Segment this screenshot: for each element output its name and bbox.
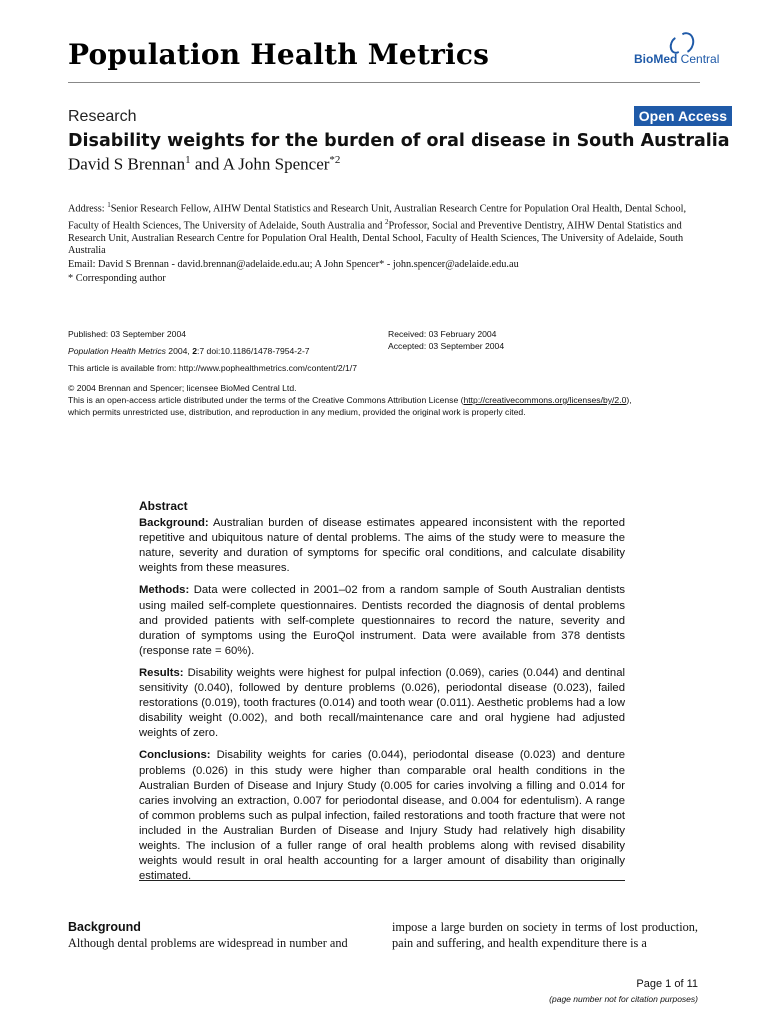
abstract-methods: Methods: Data were collected in 2001–02 from a random sample of South Australian dentists using mailed self-complete questionnaires. Dentists recorded the diagnosis of dental problems and provided patients with self-complete questionnaires to record the nature, severity and duration of symptoms using the EuroQol instrument. Data were available from 378 dentists (response rate = 60%). <box>139 584 625 657</box>
license-line: This is an open-access article distributed under the terms of the Creative Commons Attribution License (http://creativecommons.org/licenses/by/2.0), <box>68 395 632 405</box>
article-url[interactable]: This article is available from: http://www.pophealthmetrics.com/content/2/1/7 <box>68 363 357 373</box>
author-name: and A John Spencer <box>190 154 330 174</box>
body-text: impose a large burden on society in terms of lost production, pain and suffering, and health expenditure there is a <box>392 920 698 950</box>
published-date: Published: 03 September 2004 <box>68 329 187 339</box>
body-column-left <box>68 919 374 951</box>
received-date: Received: 03 February 2004 <box>388 329 497 339</box>
open-access-badge: Open Access <box>634 106 732 126</box>
author-address: Address: $^1$Senior Research Fellow, AIHW Dental Statistics and Research Unit, Australian Research Centre for Population Oral Health, Dental School, Faculty of Health Sciences, The University of Adelaide, South Australia and $^2$Professor, Social and Preventive Dentistry, AIHW Dental Statistics and Research Unit, Australian Research Centre for Population Oral Health, Dental School, Faculty of Health Sciences, The University of Adelaide, South Australia <box>68 201 687 257</box>
email-line[interactable]: Email: David S Brennan - david.brennan@adelaide.edu.au; A John Spencer* - john.spencer@adelaide.edu.au <box>68 259 519 270</box>
biomed-central-logo <box>634 32 724 72</box>
article-type: Research <box>68 108 137 125</box>
journal-title: Population Health Metrics <box>68 38 490 71</box>
author-list <box>68 154 340 175</box>
header-divider <box>68 82 700 83</box>
author-affiliation-mark: 1 <box>185 154 191 166</box>
abstract-results: Results: Disability weights were highest for pulpal infection (0.069), caries (0.044) and dentinal sensitivity (0.040), followed by denture problems (0.026), periodontal disease (0.023), failed restorations (0.019), tooth fractures (0.014) and tooth wear (0.011). Aesthetic problems had a low disability weight (0.002), and both recall/maintenance care and oral hygiene had adjusted weights of zero. <box>139 666 625 740</box>
abstract-block <box>139 499 625 891</box>
citation: Population Health Metrics 2004, 2:7 doi:10.1186/1478-7954-2-7 <box>68 346 310 356</box>
abstract-heading: Abstract <box>139 499 188 513</box>
author-affiliation-mark: *2 <box>329 154 341 166</box>
page-number-note: (page number not for citation purposes) <box>549 994 698 1004</box>
section-heading: Background <box>68 920 141 934</box>
author-emails <box>68 258 519 286</box>
body-text: Although dental problems are widespread in number and <box>68 936 348 950</box>
article-title: Disability weights for the burden of oral disease in South Australia <box>68 131 730 151</box>
license-link[interactable]: http://creativecommons.org/licenses/by/2.0 <box>463 395 627 405</box>
license-line: which permits unrestricted use, distribution, and reproduction in any medium, provided the original work is properly cited. <box>68 407 526 417</box>
body-column-right <box>392 919 698 951</box>
abstract-divider <box>139 880 625 881</box>
copyright-notice: © 2004 Brennan and Spencer; licensee BioMed Central Ltd. <box>68 383 297 393</box>
page-number: Page 1 of 11 <box>636 978 698 990</box>
abstract-conclusions: Conclusions: Disability weights for caries (0.044), periodontal disease (0.023) and denture problems (0.026) in this study were higher than comparable oral health conditions in the Australian Burden of Disease and Injury Study (0.005 for caries involving a filling and 0.014 for caries involving an extraction, 0.007 for periodontal disease, and 0.004 for edentulism). A range of common problems such as pulpal infection, failed restorations and tooth fracture that were not included in the Australian Burden of Disease and Injury Study had relatively high disability weights. The inclusion of a fuller range of oral health problems along with revised disability weights would result in oral health accounting for a larger amount of disability than originally estimated. <box>139 749 625 883</box>
author-name: David S Brennan <box>68 154 186 174</box>
accepted-date: Accepted: 03 September 2004 <box>388 341 505 351</box>
corresponding-author-note: * Corresponding author <box>68 273 166 284</box>
abstract-background: Background: Australian burden of disease estimates appeared inconsistent with the reported repetitive and ubiquitous nature of dental problems. The aims of the study were to measure the nature, severity and duration of symptoms for specific oral conditions, and calculate disability weights from these measures. <box>139 517 625 575</box>
publisher-name: BioMed Central <box>634 52 720 66</box>
